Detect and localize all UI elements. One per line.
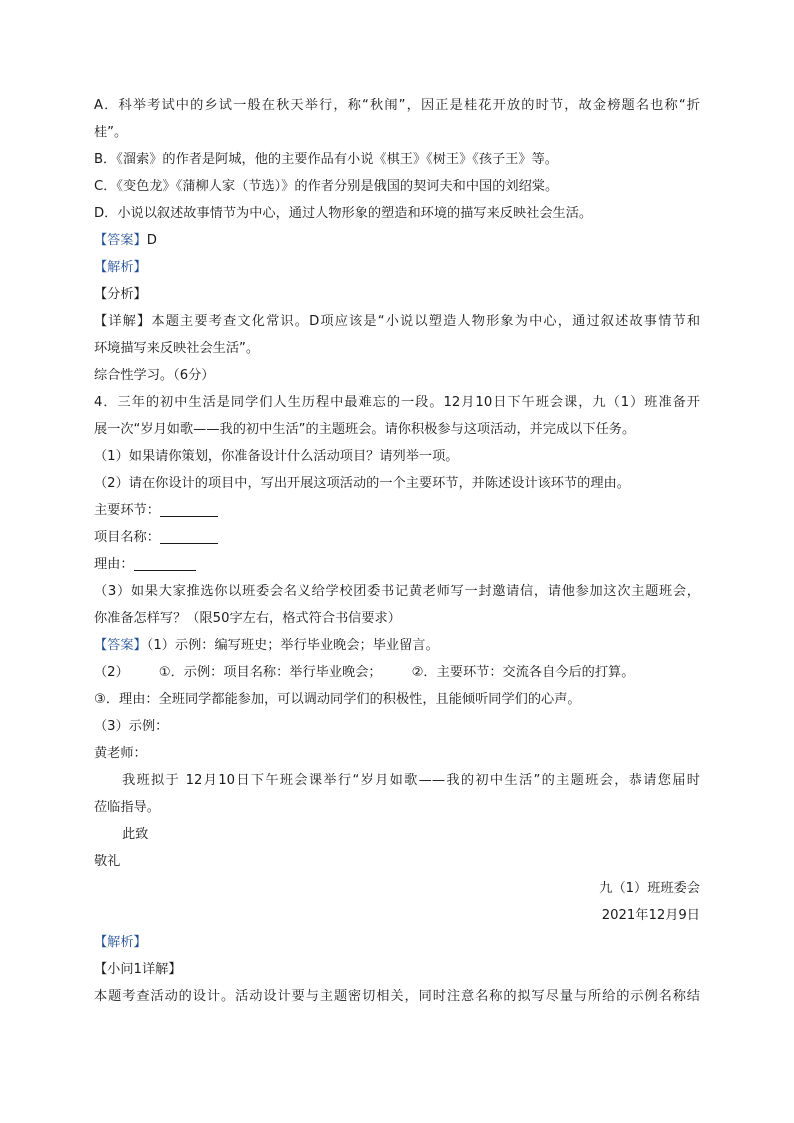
answer-value: D bbox=[146, 233, 157, 248]
answer-tag: 【答案】 bbox=[94, 233, 147, 248]
option-b: B．《溜索》的作者是阿城，他的主要作品有小说《棋王》《树王》《孩子王》等。 bbox=[94, 152, 558, 167]
answer-2-item-3: ③．理由：全班同学都能参加，可以调动同学们的积极性，且能倾听同学们的心声。 bbox=[94, 692, 581, 707]
detail-line-2: 环境描写来反映社会生活”。 bbox=[94, 341, 260, 356]
question-4-line-2: 展一次“岁月如歌——我的初中生活”的主题班会。请你积极参与这项活动，并完成以下任务。 bbox=[94, 422, 636, 437]
letter-body-line-1: 我班拟于 12月10日下午班会课举行“岁月如歌——我的初中生活”的主题班会，恭请您届时 bbox=[122, 773, 700, 788]
analysis-tag-1: 【解析】 bbox=[94, 260, 147, 275]
option-a-line-2: 桂”。 bbox=[94, 125, 128, 140]
field-name-blank bbox=[160, 527, 218, 544]
fenxi-tag: 【分析】 bbox=[94, 287, 147, 302]
analysis-tag-2: 【解析】 bbox=[94, 935, 147, 950]
document-page bbox=[94, 92, 700, 1010]
option-d: D．小说以叙述故事情节为中心，通过人物形象的塑造和环境的描写来反映社会生活。 bbox=[94, 206, 593, 221]
answer-2-part-2-prefix: （2） bbox=[94, 665, 129, 680]
final-explanation: 本题考查活动的设计。活动设计要与主题密切相关，同时注意名称的拟写尽量与所给的示例名称结 bbox=[94, 989, 700, 1004]
answer-2 bbox=[94, 632, 700, 659]
field-reason-blank bbox=[134, 554, 196, 571]
field-reason-label: 理由： bbox=[94, 557, 134, 572]
letter-greeting: 黄老师： bbox=[94, 746, 147, 761]
detail-tag: 【详解】 bbox=[94, 314, 152, 329]
question-4-line-1: 4．三年的初中生活是同学们人生历程中最难忘的一段。12月10日下午班会课，九（1）班准备开 bbox=[94, 395, 700, 410]
answer-1 bbox=[94, 227, 700, 254]
field-name-label: 项目名称： bbox=[94, 530, 160, 545]
sub-question-1-tag: 【小问1详解】 bbox=[94, 962, 182, 977]
answer-tag-2: 【答案】 bbox=[94, 638, 147, 653]
field-main-label: 主要环节： bbox=[94, 503, 160, 518]
question-4-sub-3-line-2: 你准备怎样写？（限50字左右，格式符合书信要求） bbox=[94, 611, 401, 626]
answer-2-part-2 bbox=[94, 659, 700, 686]
option-a-line-1: A．科举考试中的乡试一般在秋天举行，称“秋闱”，因正是桂花开放的时节，故金榜题名也称“折 bbox=[94, 98, 700, 113]
section-heading: 综合性学习。（6分） bbox=[94, 368, 215, 383]
answer-2-item-1: ①．示例：项目名称：举行毕业晚会； bbox=[158, 665, 382, 680]
letter-cizhi: 此致 bbox=[122, 827, 149, 842]
letter-signature: 九（1）班班委会 bbox=[599, 881, 700, 896]
field-main-step bbox=[94, 497, 700, 524]
answer-2-part-3: （3）示例： bbox=[94, 719, 169, 734]
letter-body-line-2: 莅临指导。 bbox=[94, 800, 160, 815]
detail-line-1 bbox=[94, 308, 700, 335]
detail-text: 本题主要考查文化常识。D项应该是“小说以塑造人物形象为中心，通过叙述故事情节和 bbox=[151, 314, 700, 329]
question-4-sub-1: （1）如果请你策划，你准备设计什么活动项目？请列举一项。 bbox=[94, 449, 459, 464]
answer-2-item-2: ②．主要环节：交流各自今后的打算。 bbox=[411, 665, 635, 680]
letter-date: 2021年12月9日 bbox=[601, 908, 700, 923]
question-4-sub-3-line-1: （3）如果大家推选你以班委会名义给学校团委书记黄老师写一封邀请信，请他参加这次主题班会， bbox=[94, 584, 700, 599]
question-4-sub-2: （2）请在你设计的项目中，写出开展这项活动的一个主要环节，并陈述设计该环节的理由。 bbox=[94, 476, 630, 491]
option-c: C．《变色龙》《蒲柳人家（节选）》的作者分别是俄国的契诃夫和中国的刘绍棠。 bbox=[94, 179, 559, 194]
letter-jingli: 敬礼 bbox=[94, 854, 121, 869]
field-main-blank bbox=[160, 500, 218, 517]
field-project-name bbox=[94, 524, 700, 551]
answer-2-text: （1）示例：编写班史；举行毕业晚会；毕业留言。 bbox=[146, 638, 439, 653]
field-reason bbox=[94, 551, 700, 578]
